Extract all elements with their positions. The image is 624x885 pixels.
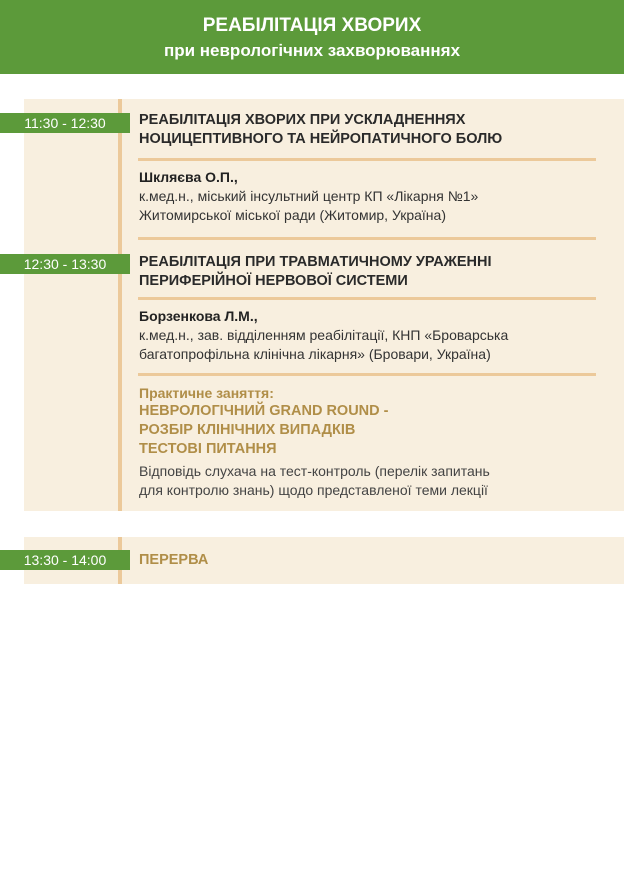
session-separator	[138, 373, 596, 376]
speaker-affiliation: к.мед.н., зав. відділенням реабілітації, КНП «Броварська багатопрофільна клінічна лікарня» (Бровари, Україна)	[139, 327, 509, 362]
header-subtitle: при неврологічних захворюваннях	[163, 41, 461, 60]
header-title: РЕАБІЛІТАЦІЯ ХВОРИХ	[202, 15, 422, 36]
session-separator	[138, 158, 596, 161]
page-header	[0, 0, 624, 74]
practical-description: Відповідь слухача на тест-контроль (перелік запитань для контролю знань) щодо представленої теми лекції	[139, 463, 490, 498]
speaker-name: Шкляєва О.П.,	[139, 169, 238, 185]
break-label: ПЕРЕРВА	[139, 552, 209, 568]
session-separator	[138, 297, 596, 300]
practical-title: НЕВРОЛОГІЧНИЙ GRAND ROUND - РОЗБІР КЛІНІЧНИХ ВИПАДКІВ ТЕСТОВІ ПИТАННЯ	[139, 403, 389, 457]
session-time: 11:30 - 12:30	[0, 113, 130, 133]
speaker-affiliation: к.мед.н., міський інсультний центр КП «Лікарня №1» Житомирської міської ради (Житомир, Україна)	[139, 188, 479, 223]
session-title: РЕАБІЛІТАЦІЯ ПРИ ТРАВМАТИЧНОМУ УРАЖЕННІ ПЕРИФЕРІЙНОЇ НЕРВОВОЇ СИСТЕМИ	[139, 254, 492, 289]
speaker-name: Борзенкова Л.М.,	[139, 308, 258, 324]
session-title: РЕАБІЛІТАЦІЯ ХВОРИХ ПРИ УСКЛАДНЕННЯХ НОЦИЦЕПТИВНОГО ТА НЕЙРОПАТИЧНОГО БОЛЮ	[139, 112, 503, 147]
session-separator	[138, 237, 596, 240]
timeline-divider	[118, 99, 122, 511]
session-time: 12:30 - 13:30	[0, 254, 130, 274]
practical-label: Практичне заняття:	[139, 385, 274, 401]
break-time: 13:30 - 14:00	[0, 550, 130, 570]
